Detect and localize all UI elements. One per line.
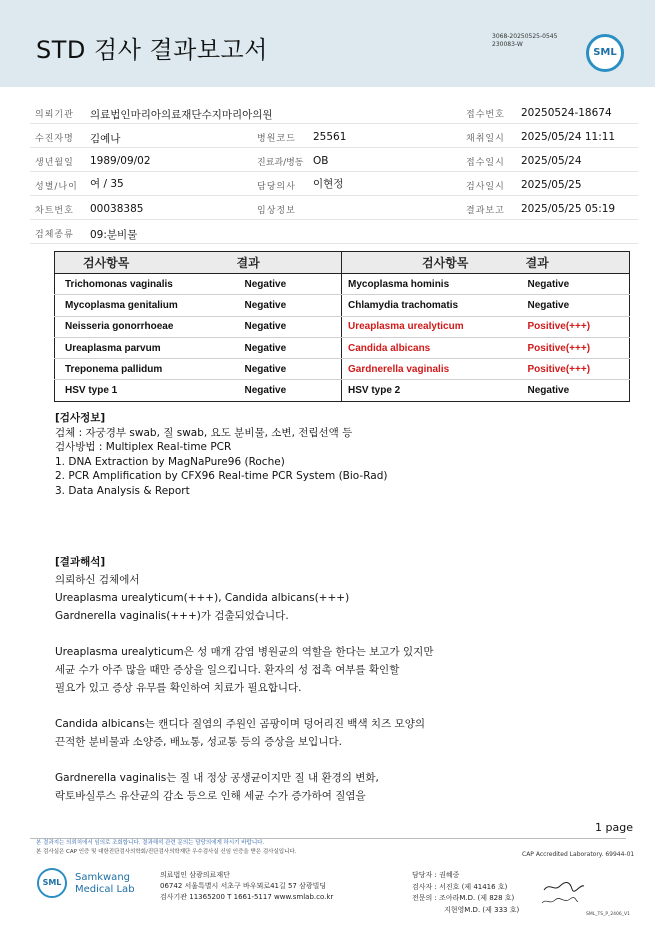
interpretation-line: Gardnerella vaginalis(+++)가 검출되었습니다. [55,610,289,622]
interpretation-line: 세균 수가 아주 많을 때만 증상을 일으킵니다. 환자의 성 접촉 여부를 확인할 [55,664,400,676]
test-result: Negative [522,274,630,295]
page-number: 1 page [595,821,633,834]
interpretation-line: 의뢰하신 검체에서 [55,574,140,586]
test-result: Negative [235,337,342,358]
brand-line: Medical Lab [75,884,135,895]
info-row [30,172,638,196]
col-header-item-left: 검사항목 [55,252,235,274]
test-item: Ureaplasma parvum [55,337,235,358]
test-info-line: 검체 : 자궁경부 swab, 질 swab, 요도 분비물, 소변, 전립선액 등 [55,426,353,439]
sex-age-label: 성별/나이 [35,182,78,192]
report-code-line1: 3068-20250525-0545 [492,33,558,40]
patient-label: 수진자명 [35,134,74,144]
address-line: 검사기관 11365200 T 1661-5117 www.smlab.co.kr [160,893,334,901]
table-row [55,380,630,401]
receipt-date-label: 접수일시 [466,158,505,168]
test-item: Neisseria gonorrhoeae [55,316,235,337]
col-header-result-left: 결과 [235,252,342,274]
sml-footer-logo-text: SML [42,878,62,887]
test-item-positive: Gardnerella vaginalis [342,359,522,380]
dept-value: OB [313,155,329,167]
test-info-line: 검사방법 : Multiplex Real-time PCR [55,441,232,453]
test-item-positive: Ureaplasma urealyticum [342,316,522,337]
address-line: 06742 서울특별시 서초구 바우뫼로41길 57 삼광빌딩 [160,882,327,890]
col-header-result-right: 결과 [522,252,630,274]
test-result: Negative [522,380,630,401]
col-header-item-right: 검사항목 [342,252,522,274]
interpretation-section [55,553,433,805]
test-result: Negative [235,380,342,401]
test-item: Mycoplasma hominis [342,274,522,295]
report-code-line2: 230083-W [492,41,523,48]
test-result: Negative [235,316,342,337]
results-table [54,251,630,402]
interpretation-heading: [결과해석] [55,556,106,568]
table-row [55,316,630,337]
report-title: STD 검사 결과보고서 [36,36,268,64]
chart-no-value: 00038385 [90,203,144,215]
info-row [30,100,638,124]
signatory-line: 검사자 : 서진호 (제 41416 호) [412,882,508,891]
test-item: Chlamydia trachomatis [342,295,522,316]
info-row [30,220,638,244]
test-info-section [55,411,387,498]
results-header-row [55,252,630,274]
doctor-value: 이현정 [313,178,344,190]
test-date-label: 검사일시 [466,182,505,192]
test-result: Negative [235,295,342,316]
test-info-line: 3. Data Analysis & Report [55,484,190,497]
table-row [55,295,630,316]
collect-label: 채취일시 [466,134,505,144]
lab-brand [75,872,135,896]
interpretation-line: 필요가 있고 증상 유무를 확인하여 치료가 필요합니다. [55,682,302,694]
interpretation-paragraph [55,571,433,625]
receipt-date-value: 2025/05/24 [521,155,582,167]
test-info-heading: [검사정보] [55,412,106,424]
test-info-line: 2. PCR Amplification by CFX96 Real-time PCR System (Bio-Rad) [55,470,388,482]
signatory-line: 전문의 : 조아라M.D. (제 828 호) [412,894,515,902]
test-date-value: 2025/05/25 [521,179,582,191]
interpretation-paragraph [55,715,433,751]
receipt-no-label: 접수번호 [466,110,505,120]
sml-footer-logo-icon [37,868,67,898]
test-item-positive: Candida albicans [342,337,522,358]
sml-logo-text: SML [593,47,617,58]
table-row [55,274,630,295]
brand-line: Samkwang [75,872,130,883]
institution-value: 의료법인마리아의료재단수지마리아의원 [90,109,273,121]
test-item: Treponema pallidum [55,359,235,380]
address-line: 의료법인 삼광의료재단 [160,871,230,879]
patient-value: 김예나 [90,133,121,145]
interpretation-line: 락토바실루스 유산균의 감소 등으로 인해 세균 수가 증가하여 질염을 [55,790,366,802]
footer-note-blue: 본 결과지는 의뢰처에서 임의로 조회합니다. 결과해석 관련 문의는 담당의에게 하시기 바랍니다. [36,840,265,846]
interpretation-line: Gardnerella vaginalis는 질 내 정상 공생균이지만 질 내 환경의 변화, [55,772,379,784]
dob-value: 1989/09/02 [90,155,151,167]
specimen-label: 검체종류 [35,230,74,240]
test-item: Mycoplasma genitalium [55,295,235,316]
info-row [30,124,638,148]
test-result: Negative [522,295,630,316]
interpretation-line: Ureaplasma urealyticum(+++), Candida albicans(+++) [55,592,350,604]
info-row [30,148,638,172]
signature-icon [542,880,586,894]
test-item: HSV type 1 [55,380,235,401]
report-label: 결과보고 [466,206,505,216]
test-item: HSV type 2 [342,380,522,401]
signatories [412,870,519,916]
test-result: Negative [235,274,342,295]
interpretation-line: 끈적한 분비물과 소양증, 배뇨통, 성교통 등의 증상을 보입니다. [55,736,342,748]
interpretation-line: Ureaplasma urealyticum은 성 매개 감염 병원균의 역할을 한다는 보고가 있지만 [55,646,434,658]
receipt-no-value: 20250524-18674 [521,107,612,119]
lab-address [160,870,333,903]
info-row [30,196,638,220]
sml-logo-icon [586,34,624,72]
report-value: 2025/05/25 05:19 [521,203,616,215]
cap-accreditation: CAP Accredited Laboratory. 69944-01 [522,851,635,858]
signature-icon [540,895,580,907]
specimen-value: 09:분비물 [90,229,138,241]
hospital-code-label: 병원코드 [257,134,296,144]
dob-label: 생년월일 [35,158,74,168]
interpretation-paragraph [55,769,433,805]
test-info-line: 1. DNA Extraction by MagNaPure96 (Roche) [55,455,285,468]
collect-value: 2025/05/24 11:11 [521,131,616,143]
chart-no-label: 차트번호 [35,206,74,216]
test-result-positive: Positive(+++) [522,316,630,337]
signatory-line: 담당자 : 권혜중 [412,871,460,879]
interpretation-line: Candida albicans는 캔디다 질염의 주원인 곰팡이며 덩어리진 백색 치즈 모양의 [55,718,425,730]
report-code [492,33,557,49]
dept-label: 진료과/병동 [257,158,304,168]
institution-label: 의뢰기관 [35,110,74,120]
table-row [55,359,630,380]
footer-note: 본 검사실은 CAP 인증 및 대한진단검사의학회/진단검사의학재단 우수검사실 신임 인증을 받은 검사실입니다. [36,849,297,855]
test-result-positive: Positive(+++) [522,337,630,358]
test-item: Trichomonas vaginalis [55,274,235,295]
form-code: SML_TS_P_2406_V1 [586,912,630,917]
doctor-label: 담당의사 [257,182,296,192]
table-row [55,337,630,358]
test-result: Negative [235,359,342,380]
signatory-line: 지현영M.D. (제 333 호) [444,905,520,914]
footer-divider [30,838,626,839]
test-result-positive: Positive(+++) [522,359,630,380]
sex-age-value: 여 / 35 [90,178,124,190]
clinical-label: 임상정보 [257,206,296,216]
report-header [0,0,655,87]
hospital-code-value: 25561 [313,131,347,143]
interpretation-paragraph [55,643,433,697]
